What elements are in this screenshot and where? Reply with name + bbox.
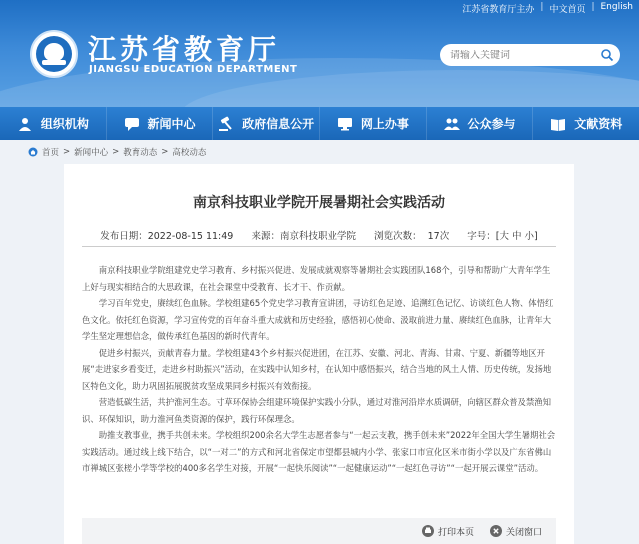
article-paragraph: 促进乡村振兴，贡献青春力量。学校组建43个乡村振兴促进团，在江苏、安徽、河北、青海、甘肃、宁夏、新疆等地区开展“走进家乡看变迁，走进乡村助振兴”活动，在实践中认知乡村，在认知中感悟振兴，结合当地的风土人情、历史传统，发扬地区特色文化，助力巩固拓展脱贫攻坚成果同乡村振兴有效衔接。: [82, 347, 552, 391]
printer-icon: [422, 525, 434, 537]
nav-label: 政府信息公开: [242, 117, 315, 131]
top-link-host: 江苏省教育厅主办: [462, 5, 535, 15]
nav-label: 文献资料: [574, 117, 623, 131]
nav-item-participation[interactable]: [427, 107, 534, 140]
breadcrumb-home[interactable]: 首页: [42, 148, 60, 158]
lotus-emblem-icon: [36, 36, 72, 72]
top-link-home[interactable]: 中文首页: [549, 5, 586, 15]
nav-item-org[interactable]: [0, 107, 107, 140]
separator: |: [540, 2, 544, 12]
nav-item-online-service[interactable]: [320, 107, 427, 140]
article-title: 南京科技职业学院开展暑期社会实践活动: [193, 195, 445, 211]
site-subtitle: JIANGSU EDUCATION DEPARTMENT: [89, 64, 298, 75]
gavel-icon: [218, 116, 234, 132]
separator: |: [591, 2, 595, 12]
article-paragraph: 营造低碳生活，共护淮河生态。寸草环保协会组建环境保护实践小分队，通过对淮河沿岸水质调研，向辖区群众普及禁渔知识、环保知识，助力淮河鱼类资源的保护，践行环保理念。: [82, 397, 552, 424]
nav-label: 网上办事: [360, 117, 409, 131]
article-panel: [64, 164, 574, 544]
book-icon: [550, 116, 566, 132]
nav-label: 组织机构: [40, 117, 89, 131]
breadcrumb-edu-news[interactable]: 教育动态: [123, 148, 158, 158]
article-body: [82, 262, 556, 477]
search-input[interactable]: [450, 50, 590, 61]
site-header: [0, 0, 639, 107]
breadcrumb-separator: >: [161, 147, 169, 157]
breadcrumb-university-news[interactable]: 高校动态: [172, 148, 207, 158]
breadcrumb-news[interactable]: 新闻中心: [74, 148, 109, 158]
site-logo[interactable]: [30, 30, 78, 78]
close-window-button[interactable]: [490, 525, 542, 538]
article-actions: [82, 518, 556, 544]
top-link-english[interactable]: English: [600, 2, 633, 12]
search-box: [440, 44, 620, 66]
close-icon: [490, 525, 502, 537]
people-icon: [17, 116, 33, 132]
article-paragraph: 助推支教事业，携手共创未来。学校组织200余名大学生志愿者参与“一起云支教，携手创未来”2022年全国大学生暑期社会实践活动。通过线上线下结合，以“一对二”的方式和河北省保定市望都县城内小学、张家口市宣化区米市街小学以及广东省佛山市禅城区张槎小学等学校的400多名学生对接，开展“一起快乐阅读”“一起健康运动”“一起红色寻访”“一起开展云课堂”活动。: [82, 430, 556, 473]
article-paragraph: 南京科技职业学院组建党史学习教育、乡村振兴促进、发展成就观察等暑期社会实践团队168个，引导和帮助广大青年学生上好与现实相结合的大思政课，在社会课堂中受教育、长才干、作贡献。: [82, 265, 551, 292]
print-button[interactable]: [422, 525, 474, 538]
nav-label: 新闻中心: [147, 117, 196, 131]
monitor-icon: [337, 116, 353, 132]
article-meta: 发布日期：2022-08-15 11:49 来源：南京科技职业学院 浏览次数： 17次 字号：[大 中 小]: [100, 231, 538, 242]
nav-label: 公众参与: [467, 117, 516, 131]
article-paragraph: 学习百年党史，赓续红色血脉。学校组建65个党史学习教育宣讲团，寻访红色足迹、追溯红色记忆、访谈红色人物、体悟红色文化。依托红色资源，学习宣传党的百年奋斗重大成就和历史经验，感悟初心使命、汲取前进力量、赓续红色血脉，让青年大学生坚定理想信念，做传承红色基因的新时代青年。: [82, 298, 554, 341]
nav-item-open-info[interactable]: [213, 107, 320, 140]
site-title: 江苏省教育厅: [88, 33, 281, 66]
print-label: 打印本页: [437, 527, 474, 538]
breadcrumb-separator: >: [112, 147, 120, 157]
main-nav: [0, 107, 639, 140]
breadcrumb: [28, 146, 206, 158]
users-icon: [444, 116, 460, 132]
home-icon: [28, 147, 38, 157]
search-icon[interactable]: [600, 48, 614, 62]
nav-item-documents[interactable]: [533, 107, 639, 140]
divider: [82, 246, 556, 247]
breadcrumb-separator: >: [63, 147, 71, 157]
top-links: [462, 2, 633, 15]
chat-icon: [124, 116, 140, 132]
nav-item-news[interactable]: [107, 107, 214, 140]
close-label: 关闭窗口: [505, 527, 542, 538]
